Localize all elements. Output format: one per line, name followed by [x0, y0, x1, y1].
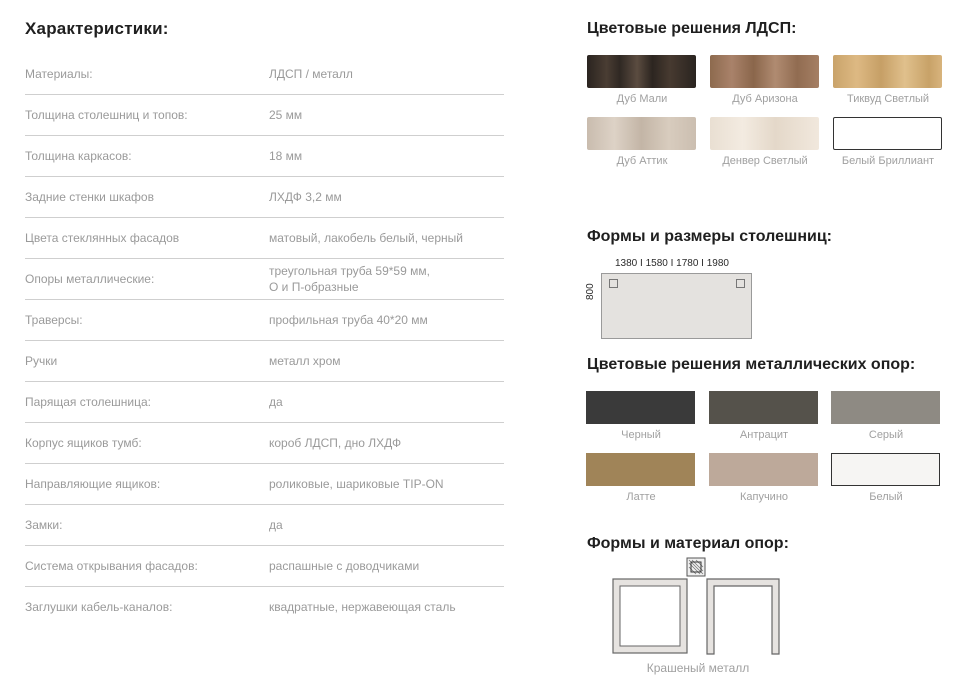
- metal-swatch-anthracite: [709, 391, 818, 424]
- swatch-caption: Дуб Аттик: [616, 155, 668, 167]
- spec-row: [25, 341, 504, 382]
- spec-row: [25, 136, 504, 177]
- spec-row: [25, 587, 504, 627]
- spec-value-line2: О и П-образные: [269, 280, 359, 294]
- spec-row: [25, 54, 504, 95]
- spec-row: [25, 177, 504, 218]
- swatch-caption: Серый: [868, 429, 904, 441]
- swatch-caption: Капучино: [739, 491, 789, 503]
- o-shaped-leg-icon: [612, 578, 692, 656]
- ldsp-title: Цветовые решения ЛДСП:: [587, 20, 797, 37]
- tabletop-title: Формы и размеры столешниц:: [587, 228, 833, 245]
- wood-texture-white-swatch: [833, 117, 942, 150]
- metal-swatch-cappuccino: [709, 453, 818, 486]
- spec-value: квадратные, нержавеющая сталь: [269, 600, 456, 614]
- spec-row: [25, 464, 504, 505]
- wood-texture-teak-swatch: [833, 55, 942, 88]
- spec-label: Опоры металлические:: [25, 272, 155, 286]
- metal-title: Цветовые решения металлических опор:: [587, 356, 916, 373]
- spec-row: [25, 505, 504, 546]
- wood-texture-arizona-swatch: [710, 55, 819, 88]
- swatch-caption: Белый Бриллиант: [841, 155, 935, 167]
- metal-swatch-latte: [586, 453, 695, 486]
- metal-swatch-white: [831, 453, 940, 486]
- cable-plug-icon: [609, 279, 618, 288]
- wood-texture-denver-swatch: [710, 117, 819, 150]
- spec-label: Корпус ящиков тумб:: [25, 436, 142, 450]
- swatch-caption: Черный: [621, 429, 661, 441]
- spec-value-line1: треугольная труба 59*59 мм,: [269, 264, 430, 278]
- legs-title: Формы и материал опор:: [587, 535, 789, 552]
- spec-value: короб ЛДСП, дно ЛХДФ: [269, 436, 402, 450]
- swatch-caption: Тиквуд Светлый: [846, 93, 930, 105]
- tabletop-diagram: [601, 273, 752, 339]
- swatch-caption: Дуб Мали: [616, 93, 668, 105]
- swatch-caption: Дуб Аризона: [732, 93, 798, 105]
- tabletop-depth-label: 800: [585, 283, 596, 300]
- spec-value: 18 мм: [269, 149, 303, 163]
- spec-row: [25, 300, 504, 341]
- swatch-caption: Денвер Светлый: [722, 155, 808, 167]
- metal-swatch-black: [586, 391, 695, 424]
- spec-row: [25, 259, 504, 300]
- spec-label: Направляющие ящиков:: [25, 477, 161, 491]
- spec-label: Траверсы:: [25, 313, 83, 327]
- p-shaped-leg-icon: [706, 578, 782, 656]
- spec-value: да: [269, 518, 283, 532]
- swatch-caption: Белый: [869, 491, 903, 503]
- spec-value: ЛДСП / металл: [269, 67, 353, 81]
- wood-texture-dark-swatch: [587, 55, 696, 88]
- spec-row: [25, 546, 504, 587]
- legs-caption: Крашеный металл: [646, 661, 750, 675]
- spec-value: да: [269, 395, 283, 409]
- spec-label: Толщина столешниц и топов:: [25, 108, 188, 122]
- spec-value: металл хром: [269, 354, 341, 368]
- specs-title: Характеристики:: [25, 19, 169, 38]
- spec-label: Парящая столешница:: [25, 395, 151, 409]
- swatch-caption: Латте: [626, 491, 656, 503]
- spec-label: Задние стенки шкафов: [25, 190, 154, 204]
- spec-label: Заглушки кабель-каналов:: [25, 600, 173, 614]
- spec-row: [25, 382, 504, 423]
- spec-label: Система открывания фасадов:: [25, 559, 198, 573]
- spec-value-multiline: [269, 259, 504, 299]
- spec-label: Материалы:: [25, 67, 93, 81]
- metal-swatch-grey: [831, 391, 940, 424]
- spec-label: Замки:: [25, 518, 63, 532]
- spec-row: [25, 218, 504, 259]
- spec-label: Толщина каркасов:: [25, 149, 132, 163]
- swatch-caption: Антрацит: [739, 429, 789, 441]
- specs-table: [25, 54, 504, 627]
- spec-value: профильная труба 40*20 мм: [269, 313, 428, 327]
- spec-value: распашные с доводчиками: [269, 559, 420, 573]
- cable-plug-icon: [736, 279, 745, 288]
- spec-label: Ручки: [25, 354, 58, 368]
- spec-row: [25, 423, 504, 464]
- profile-section-icon: [686, 557, 706, 577]
- spec-row: [25, 95, 504, 136]
- spec-value: ЛХДФ 3,2 мм: [269, 190, 342, 204]
- spec-value: матовый, лакобель белый, черный: [269, 231, 463, 245]
- spec-value: 25 мм: [269, 108, 303, 122]
- tabletop-widths-label: 1380 I 1580 I 1780 I 1980: [615, 258, 729, 269]
- wood-texture-attic-swatch: [587, 117, 696, 150]
- spec-label: Цвета стеклянных фасадов: [25, 231, 180, 245]
- spec-value: роликовые, шариковые TIP-ON: [269, 477, 444, 491]
